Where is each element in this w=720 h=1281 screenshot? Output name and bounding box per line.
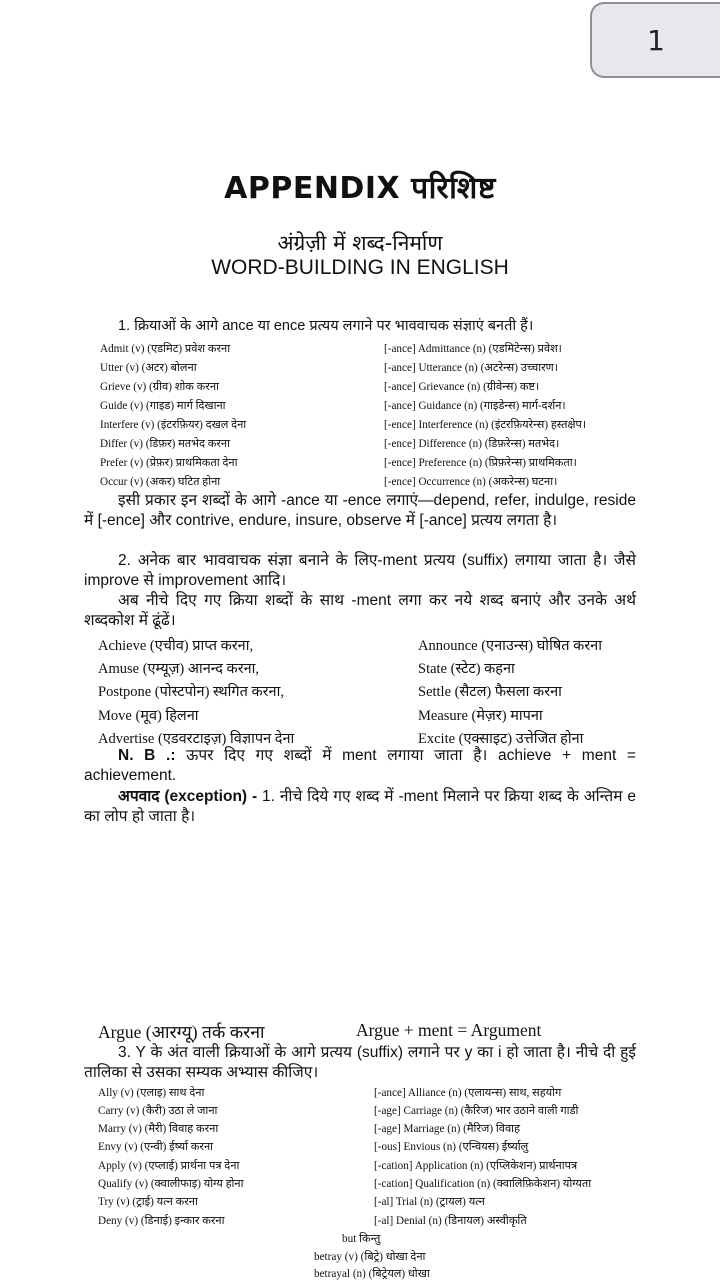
s1-left-5: Interfere (v) (इंटरफ़ियर) दखल देना [100, 419, 247, 431]
s1-right-2: [-ance] Utterance (n) (अटरेन्स) उच्चारण। [384, 362, 559, 374]
s3-right-8: [-al] Denial (n) (डिनायल) अस्वीकृति [374, 1215, 527, 1227]
s1-right-8: [-ence] Occurrence (n) (अकरेन्स) घटना। [384, 476, 558, 488]
section2-instruction: अब नीचे दिए गए क्रिया शब्दों के साथ -ment लगा कर नये शब्द बनाएं और उनके अर्थ शब्दकोश में ढूंढें। [84, 592, 636, 629]
s3-left-7: Try (v) (ट्राई) यत्न करना [98, 1196, 198, 1208]
s2-right-3: Settle (सैटल) फैसला करना [418, 684, 562, 700]
s2-left-1: Achieve (एचीव) प्राप्त करना, [98, 638, 254, 654]
s1-left-4: Guide (v) (गाइड) मार्ग दिखाना [100, 400, 226, 412]
betrayal-line: betrayal (n) (बिट्रेयल) धोखा [314, 1268, 430, 1280]
s2-left-5: Advertise (एडवरटाइज़) विज्ञापन देना [98, 731, 295, 747]
s2-right-5: Excite (एक्साइट) उत्तेजित होना [418, 731, 584, 747]
s3-right-2: [-age] Carriage (n) (कैरिज) भार उठाने वाली गाडी [374, 1105, 579, 1117]
s1-right-1: [-ance] Admittance (n) (एडमिटेन्स) प्रवेश। [384, 343, 562, 355]
s1-right-3: [-ance] Grievance (n) (ग्रीवेन्स) कष्ट। [384, 381, 540, 393]
nb-text: ऊपर दिए गए शब्दों में ment लगाया जाता है। achieve + ment = achievement. [84, 747, 636, 784]
s3-left-2: Carry (v) (कैरी) उठा ले जाना [98, 1105, 218, 1117]
s3-left-3: Marry (v) (मैरी) विवाह करना [98, 1123, 219, 1135]
nb-paragraph [84, 746, 636, 786]
s3-right-1: [-ance] Alliance (n) (एलायन्स) साथ, सहयोग [374, 1087, 562, 1099]
s1-left-7: Prefer (v) (प्रेफ़र) प्राथमिकता देना [100, 457, 238, 469]
s2-left-4: Move (मूव) हिलना [98, 708, 199, 724]
s1-left-8: Occur (v) (अकर) घटित होना [100, 476, 221, 488]
s1-right-6: [-ence] Difference (n) (डिफ़रेन्स) मतभेद। [384, 438, 560, 450]
s3-right-3: [-age] Marriage (n) (मैरिज) विवाह [374, 1123, 521, 1135]
s3-left-4: Envy (v) (एन्वी) ईर्ष्या करना [98, 1141, 214, 1153]
s3-left-8: Deny (v) (डिनाई) इन्कार करना [98, 1215, 225, 1227]
s3-right-4: [-ous] Envious (n) (एन्वियस) ईर्ष्यालु [374, 1141, 529, 1153]
betray-line: betray (v) (बिट्रे) धोखा देना [314, 1251, 426, 1263]
s1-right-5: [-ence] Interference (n) (इंटरफ़ियरेन्स) हस्तक्षेप। [384, 419, 587, 431]
page-number-badge [590, 2, 720, 78]
page-title: APPENDIX परिशिष्ट [224, 171, 496, 206]
s3-left-5: Apply (v) (एप्लाई) प्रार्थना पत्र देना [98, 1160, 240, 1172]
section2-intro: 2. अनेक बार भाववाचक संज्ञा बनाने के लिए-ment प्रत्यय (suffix) लगाया जाता है। जैसे improve से improvement आदि। [84, 552, 636, 589]
subtitle-english: WORD-BUILDING IN ENGLISH [211, 256, 509, 279]
s2-right-4: Measure (मेज़र) मापना [418, 708, 543, 724]
s3-left-1: Ally (v) (एलाइ) साथ देना [98, 1087, 205, 1099]
s3-right-7: [-al] Trial (n) (ट्रायल) यत्न [374, 1196, 485, 1208]
s3-right-5: [-cation] Application (n) (एप्लिकेशन) प्रार्थनापत्र [374, 1160, 578, 1172]
exception-paragraph [84, 787, 636, 827]
nb-label: N. B .: [118, 747, 176, 764]
page-number: 1 [647, 23, 665, 57]
s2-right-2: State (स्टेट) कहना [418, 661, 515, 677]
subtitle-hindi: अंग्रेज़ी में शब्द-निर्माण [277, 231, 443, 255]
section3-intro: 3. Y के अंत वाली क्रियाओं के आगे प्रत्यय (suffix) लगाने पर y का i हो जाता है। नीचे दी हुई तालिका से उसका सम्यक अभ्यास कीजिए। [84, 1044, 636, 1081]
s1-right-7: [-ence] Preference (n) (प्रिफ़रेन्स) प्राथमिकता। [384, 457, 577, 469]
argue-example-right: Argue + ment = Argument [356, 1020, 542, 1040]
but-label: but किन्तु [342, 1233, 381, 1245]
s2-right-1: Announce (एनाउन्स) घोषित करना [418, 638, 602, 654]
argue-example-left: Argue (आरग्यू) तर्क करना [98, 1022, 265, 1042]
s1-left-1: Admit (v) (एडमिट) प्रवेश करना [100, 343, 231, 355]
s3-left-6: Qualify (v) (क्वालीफाइ) योग्य होना [98, 1178, 244, 1190]
s1-right-4: [-ance] Guidance (n) (गाइडेन्स) मार्ग-दर्शन। [384, 400, 566, 412]
exception-label: अपवाद (exception) - [118, 788, 258, 805]
s1-left-2: Utter (v) (अटर) बोलना [100, 362, 197, 374]
s1-left-3: Grieve (v) (ग्रीव) शोक करना [100, 381, 219, 393]
s3-right-6: [-cation] Qualification (n) (क्वालिफ़िकेशन) योग्यता [374, 1178, 592, 1190]
section1-intro: 1. क्रियाओं के आगे ance या ence प्रत्यय लगाने पर भाववाचक संज्ञाएं बनती हैं। [118, 318, 534, 334]
s2-left-2: Amuse (एम्यूज़) आनन्द करना, [98, 661, 260, 677]
exception-text: 1. नीचे दिये गए शब्द में -ment मिलाने पर क्रिया शब्द के अन्तिम e का लोप हो जाता है। [84, 788, 636, 825]
section1-note: इसी प्रकार इन शब्दों के आगे -ance या -ence लगाएं—depend, refer, indulge, reside में [-ence] और contrive, endure, insure, observe में [-ance] प्रत्यय लगता है। [84, 492, 636, 529]
s2-left-3: Postpone (पोस्टपोन) स्थगित करना, [98, 684, 284, 700]
s1-left-6: Differ (v) (डिफ़र) मतभेद करना [100, 438, 231, 450]
